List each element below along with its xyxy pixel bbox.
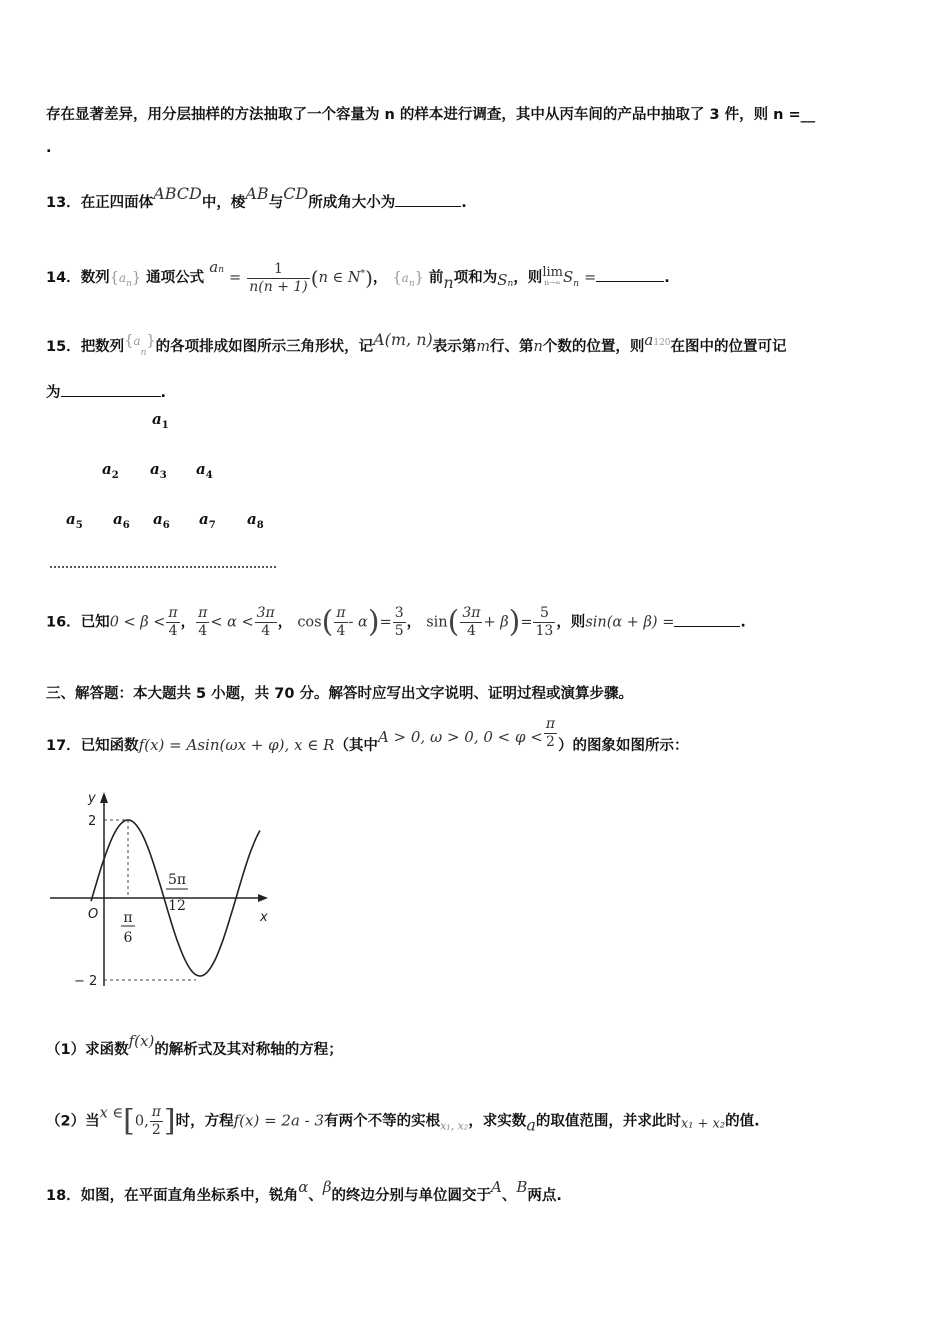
triangle-term: $a_3$ [150,460,167,481]
text-line-dot: . [46,140,52,156]
section-heading: 三、解答题：本大题共 5 小题，共 70 分。解答时应写出文字说明、证明过程或演算步骤。 [46,686,633,702]
question-15-cont: 为 . [46,385,167,401]
triangle-term: $a_6$ [153,510,170,531]
origin-label: O [88,907,99,922]
sine-graph [46,786,278,992]
question-14: 14．数列$\{a_n\}$ 通项公式 $a_n$ = $\frac{1}{n(n + 1)}$ (n ∈ N*)， $\{a_n\}$ 前n项和为$S_n$，则 lim n→∞ $S_n$ = . [46,258,670,295]
question-15: 15．把数列{$^a_n$}的各项排成如图所示三角形状，记A(m, n)表示第m行、第n个数的位置，则$a_{120}$在图中的位置可记 [46,330,787,358]
ellipsis-dots [50,566,276,568]
triangle-term: $a_6$ [113,510,130,531]
triangle-term: $a_1$ [152,410,169,431]
question-16: 16．已知0 < β < $\frac{\pi}{4}$ ， $\frac{\pi}{4}$ < α < $\frac{3\pi}{4}$ ， cos( $\frac{\pi}{4}$ - α)= $\frac{3}{5}$ ， sin( $\frac{3\pi}{4}$ + β)= $\frac{5}{13}$ ，则sin(α + β) = . [46,604,746,640]
x-tick-5pi12-den: 12 [168,898,186,914]
question-17: 17．已知函数f(x) = Asin(ωx + φ), x ∈ R（其中A > 0, ω > 0, 0 < φ < $\frac{\pi}{2}$ ）的图象如图所示： [46,716,689,754]
answer-blank [596,269,664,282]
limit-notation: lim n→∞ [542,265,563,287]
question-18: 18．如图，在平面直角坐标系中，锐角α、β的终边分别与单位圆交于A、B两点. [46,1178,562,1204]
question-number: 13． [46,195,81,211]
y-label: y [88,791,96,806]
x-label: x [260,910,268,925]
answer-blank [61,384,161,397]
x-axis-arrow [258,894,268,902]
math-abcd: ABCD [153,184,202,203]
x-tick-5pi12-num: 5π [167,872,187,888]
question-17-part-1: （1）求函数f(x)的解析式及其对称轴的方程； [46,1032,343,1058]
triangle-term: $a_2$ [102,460,119,481]
question-13: 13．在正四面体ABCD中，棱AB与CD所成角大小为 . [46,184,467,211]
answer-blank [395,194,461,207]
triangle-term: $a_4$ [196,460,213,481]
triangle-term: $a_5$ [66,510,83,531]
triangle-term: $a_8$ [247,510,264,531]
text-line-continuation: 存在显著差异，用分层抽样的方法抽取了一个容量为 n 的样本进行调查，其中从丙车间的产品中抽取了 3 件，则 n =__ [46,107,816,123]
x-tick-pi6-num: π [123,910,133,926]
fraction-an: $\frac{1}{n(n + 1)}$ [249,260,308,295]
question-17-part-2: （2）当x ∈[0, $\frac{\pi}{2}$ ]时，方程f(x) = 2a - 3有两个不等的实根$_{x_1, x_2}$，求实数a的取值范围，并求此时x₁ + x₂的值. [46,1103,760,1139]
triangle-term: $a_7$ [199,510,216,531]
y-tick-2: 2 [88,814,97,829]
y-axis-arrow [100,792,108,803]
answer-blank [674,614,740,627]
y-tick-minus-2: − 2 [74,974,98,989]
x-tick-pi6-den: 6 [123,930,133,946]
